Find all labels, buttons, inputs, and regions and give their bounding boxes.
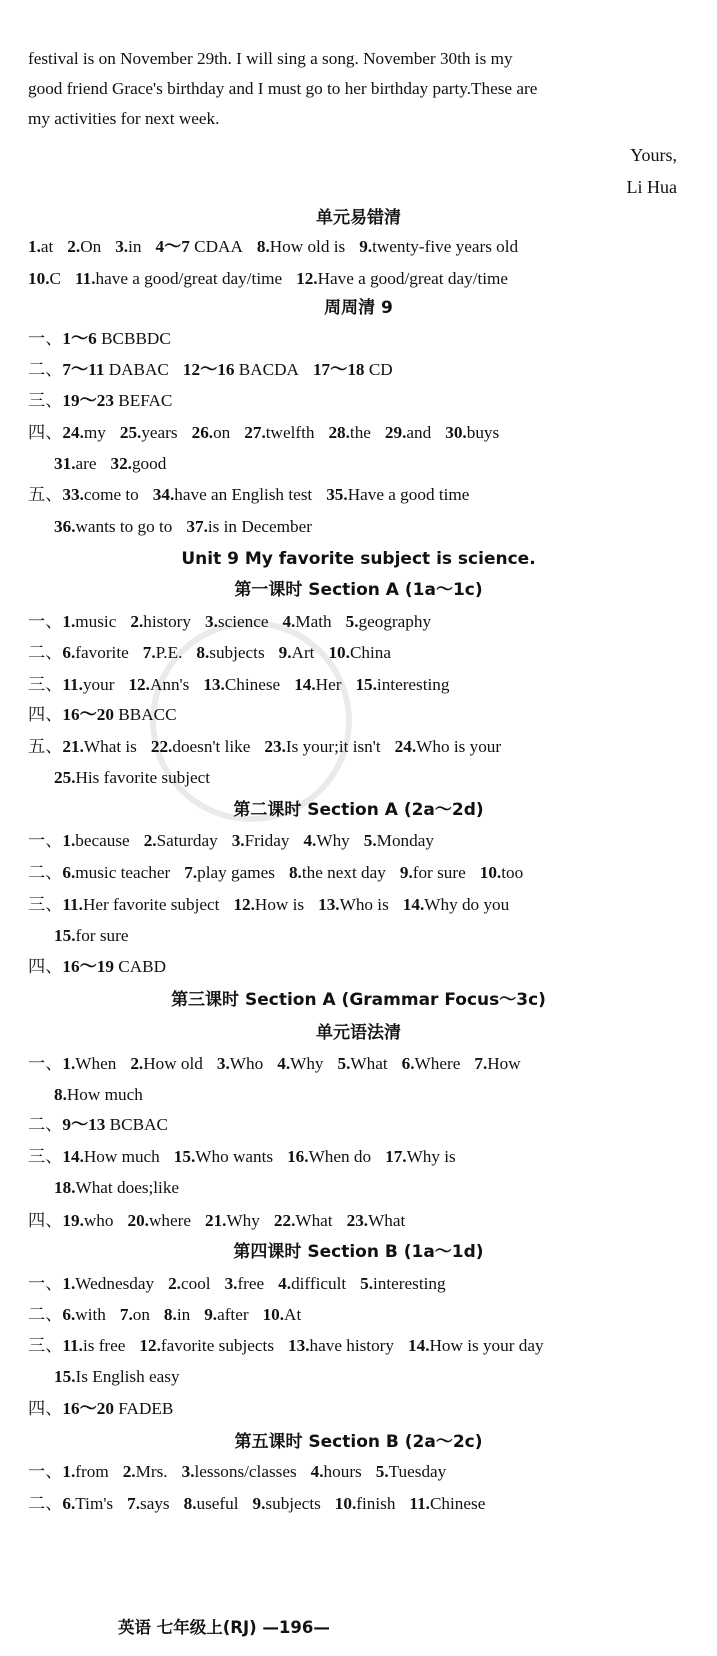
answer-item: 19.who [62, 1211, 114, 1230]
answer-line [54, 1173, 193, 1203]
section-heading: 第二课时 Section A (2a～2d) [233, 800, 484, 820]
question-group-prefix: 二、 [28, 863, 63, 882]
answer-item: 16～20 BBACC [62, 705, 177, 724]
answer-item: 21.What is [62, 737, 137, 756]
answer-line [28, 1110, 182, 1140]
answer-item: 15.interesting [355, 675, 450, 694]
answer-item: 17.Why is [385, 1147, 456, 1166]
question-group-prefix: 一、 [28, 1054, 63, 1073]
answer-item: 11.is free [62, 1336, 126, 1355]
answer-item: 14.Why do you [402, 895, 510, 914]
answer-item: 33.come to [62, 485, 139, 504]
answer-item: 25.years [119, 423, 178, 442]
answer-item: 13.Chinese [203, 675, 281, 694]
section-heading: 第一课时 Section A (1a～1c) [234, 580, 483, 600]
question-group-prefix: 二、 [28, 1305, 63, 1324]
section-heading: 单元易错清 [316, 208, 401, 228]
question-group-prefix: 一、 [28, 612, 63, 631]
answer-item: 12.Have a good/great day/time [296, 269, 509, 288]
answer-item: 13.have history [288, 1336, 394, 1355]
answer-item: 5.Tuesday [375, 1462, 447, 1481]
answer-item: 24.my [62, 423, 106, 442]
question-group-prefix: 四、 [28, 705, 63, 724]
answer-item: 16～20 FADEB [62, 1399, 174, 1418]
answer-item: 3.Who [216, 1054, 264, 1073]
section-heading: 单元语法清 [316, 1023, 401, 1043]
answer-item: 12.favorite subjects [139, 1336, 275, 1355]
answer-item: 12.Ann's [128, 675, 190, 694]
answer-item: 13.Who is [318, 895, 389, 914]
answer-item: 2.How old [130, 1054, 203, 1073]
page-footer: 英语 七年级上(RJ) —196— [118, 1618, 330, 1637]
letter-line-3: my activities for next week. [28, 109, 220, 128]
answer-item: 2.Mrs. [122, 1462, 168, 1481]
answer-item: 7.play games [184, 863, 275, 882]
answer-item: 18.What does;like [54, 1178, 180, 1197]
answer-item: 28.the [328, 423, 371, 442]
answer-item: 1.Wednesday [62, 1274, 155, 1293]
answer-line [28, 1331, 558, 1361]
question-group-prefix: 一、 [28, 1462, 63, 1481]
section-heading: 周周清 9 [324, 298, 393, 318]
answer-line [28, 480, 483, 510]
answer-line [54, 1362, 194, 1392]
answer-line [28, 826, 448, 856]
answer-item: 10.C [28, 269, 61, 288]
answer-item: 11.have a good/great day/time [74, 269, 283, 288]
answer-item: 14.Her [294, 675, 342, 694]
answer-item: 10.too [479, 863, 524, 882]
answer-item: 2.On [67, 237, 102, 256]
question-group-prefix: 三、 [28, 391, 63, 410]
question-group-prefix: 四、 [28, 423, 63, 442]
section-heading: Unit 9 My favorite subject is science. [181, 549, 536, 569]
answer-item: 9.twenty-five years old [359, 237, 519, 256]
answer-item: 3.in [115, 237, 142, 256]
answer-item: 7.P.E. [142, 643, 183, 662]
question-group-prefix: 三、 [28, 1336, 63, 1355]
answer-item: 8.useful [183, 1494, 239, 1513]
answer-item: 21.Why [204, 1211, 260, 1230]
answer-item: 7.on [119, 1305, 150, 1324]
answer-item: 7.says [127, 1494, 170, 1513]
answer-line [28, 232, 532, 262]
answer-item: 12～16 BACDA [182, 360, 299, 379]
answer-item: 22.doesn't like [150, 737, 251, 756]
answer-item: 6.Where [401, 1054, 461, 1073]
question-group-prefix: 二、 [28, 643, 63, 662]
answer-item: 16～19 CABD [62, 957, 167, 976]
answer-item: 37.is in December [186, 517, 312, 536]
answer-item: 11.your [62, 675, 115, 694]
section-heading: 第四课时 Section B (1a～1d) [233, 1242, 484, 1262]
answer-item: 15.Is English easy [54, 1367, 180, 1386]
section-heading: 第三课时 Section A (Grammar Focus～3c) [171, 990, 546, 1010]
answer-item: 20.where [127, 1211, 191, 1230]
answer-item: 9.for sure [399, 863, 466, 882]
answer-item: 15.for sure [54, 926, 129, 945]
question-group-prefix: 二、 [28, 1115, 63, 1134]
answer-line [28, 264, 522, 294]
answer-line [54, 512, 326, 542]
answer-item: 4～7 CDAA [155, 237, 243, 256]
answer-item: 6.Tim's [62, 1494, 114, 1513]
answer-item: 4.Math [282, 612, 332, 631]
answer-item: 23.Is your;it isn't [264, 737, 381, 756]
question-group-prefix: 一、 [28, 329, 63, 348]
question-group-prefix: 一、 [28, 1274, 63, 1293]
question-group-prefix: 二、 [28, 360, 63, 379]
answer-item: 4.Why [303, 831, 350, 850]
answer-item: 11.Chinese [409, 1494, 486, 1513]
answer-item: 4.difficult [278, 1274, 347, 1293]
answer-item: 6.with [62, 1305, 106, 1324]
answer-item: 9.after [204, 1305, 249, 1324]
answer-item: 8.the next day [288, 863, 386, 882]
answer-line [28, 1489, 499, 1519]
answer-line [28, 1206, 419, 1236]
answer-line [28, 1142, 470, 1172]
answer-item: 9～13 BCBAC [62, 1115, 168, 1134]
letter-signature: Li Hua [626, 177, 677, 197]
answer-item: 2.Saturday [143, 831, 218, 850]
answer-item: 32.good [110, 454, 167, 473]
answer-item: 23.What [346, 1211, 406, 1230]
answer-item: 24.Who is your [394, 737, 502, 756]
answer-line [54, 763, 224, 793]
question-group-prefix: 五、 [28, 737, 63, 756]
answer-item: 29.and [384, 423, 432, 442]
answer-line [28, 324, 185, 354]
answer-item: 5.Monday [363, 831, 434, 850]
answer-line [28, 1269, 460, 1299]
question-group-prefix: 一、 [28, 831, 63, 850]
answer-item: 4.Why [277, 1054, 324, 1073]
answer-line [28, 1457, 460, 1487]
answer-item: 8.How old is [256, 237, 346, 256]
answer-line [28, 890, 523, 920]
answer-line [28, 607, 445, 637]
answer-item: 27.twelfth [244, 423, 315, 442]
answer-item: 3.lessons/classes [181, 1462, 297, 1481]
answer-item: 10.China [328, 643, 391, 662]
answer-item: 25.His favorite subject [54, 768, 211, 787]
answer-item: 17～18 CD [312, 360, 393, 379]
answer-item: 4.hours [310, 1462, 362, 1481]
question-group-prefix: 三、 [28, 675, 63, 694]
answer-item: 26.on [191, 423, 231, 442]
answer-line [54, 1080, 157, 1110]
answer-item: 5.What [337, 1054, 388, 1073]
answer-item: 15.Who wants [173, 1147, 274, 1166]
answer-item: 16.When do [287, 1147, 372, 1166]
answer-item: 35.Have a good time [326, 485, 470, 504]
answer-item: 2.cool [168, 1274, 211, 1293]
answer-item: 5.geography [345, 612, 432, 631]
letter-closing: Yours, [630, 145, 677, 165]
answer-item: 2.history [130, 612, 191, 631]
answer-item: 9.subjects [252, 1494, 321, 1513]
answer-item: 1.at [28, 237, 54, 256]
answer-line [54, 449, 180, 479]
answer-item: 14.How much [62, 1147, 160, 1166]
answer-item: 1.from [62, 1462, 109, 1481]
answer-item: 5.interesting [360, 1274, 446, 1293]
answer-item: 30.buys [445, 423, 500, 442]
question-group-prefix: 四、 [28, 957, 63, 976]
answer-item: 6.favorite [62, 643, 129, 662]
answer-item: 19～23 BEFAC [62, 391, 173, 410]
answer-item: 22.What [273, 1211, 333, 1230]
answer-item: 1.music [62, 612, 117, 631]
letter-line-2: good friend Grace's birthday and I must go to her birthday party.These are [28, 79, 538, 98]
answer-line [28, 418, 513, 448]
answer-line [28, 386, 186, 416]
question-group-prefix: 三、 [28, 895, 63, 914]
answer-item: 1.because [62, 831, 130, 850]
answer-item: 3.free [224, 1274, 265, 1293]
answer-item: 8.in [163, 1305, 191, 1324]
answer-line [28, 732, 515, 762]
answer-line [28, 1394, 187, 1424]
question-group-prefix: 二、 [28, 1494, 63, 1513]
answer-item: 12.How is [233, 895, 305, 914]
answer-line [28, 638, 405, 668]
answer-line [28, 355, 407, 385]
answer-line [28, 700, 191, 730]
answer-line [54, 921, 142, 951]
answer-item: 7～11 DABAC [62, 360, 169, 379]
answer-item: 10.finish [334, 1494, 396, 1513]
question-group-prefix: 四、 [28, 1211, 63, 1230]
question-group-prefix: 五、 [28, 485, 63, 504]
answer-item: 8.subjects [196, 643, 265, 662]
answer-item: 1.When [62, 1054, 117, 1073]
answer-line [28, 670, 463, 700]
answer-item: 8.How much [54, 1085, 143, 1104]
question-group-prefix: 三、 [28, 1147, 63, 1166]
answer-item: 3.science [204, 612, 269, 631]
answer-item: 3.Friday [231, 831, 290, 850]
section-heading: 第五课时 Section B (2a～2c) [234, 1432, 483, 1452]
question-group-prefix: 四、 [28, 1399, 63, 1418]
answer-line [28, 1049, 535, 1079]
answer-item: 36.wants to go to [54, 517, 173, 536]
answer-item: 1～6 BCBBDC [62, 329, 171, 348]
answer-item: 31.are [54, 454, 97, 473]
answer-item: 14.How is your day [408, 1336, 544, 1355]
answer-item: 7.How [474, 1054, 521, 1073]
answer-item: 9.Art [278, 643, 315, 662]
answer-line [28, 1300, 315, 1330]
answer-item: 10.At [262, 1305, 302, 1324]
letter-line-1: festival is on November 29th. I will sing a song. November 30th is my [28, 49, 513, 68]
answer-line [28, 952, 180, 982]
answer-item: 6.music teacher [62, 863, 171, 882]
answer-item: 34.have an English test [152, 485, 313, 504]
answer-item: 11.Her favorite subject [62, 895, 220, 914]
answer-line [28, 858, 537, 888]
